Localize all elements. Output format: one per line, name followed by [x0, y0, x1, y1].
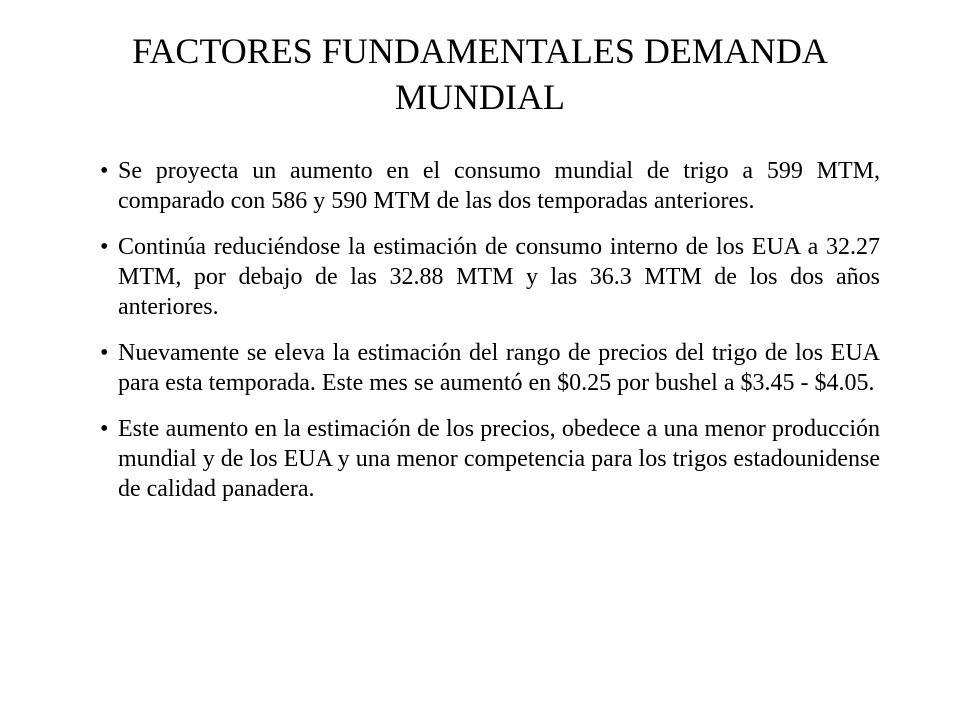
slide-title-line-2: MUNDIAL — [395, 77, 565, 117]
bullet-text-4: Este aumento en la estimación de los precios, obedece a una menor producción mundial y de los EUA y una menor competencia para los trigos estadounidense de calidad panadera. — [118, 416, 880, 502]
bullet-text-1: Se proyecta un aumento en el consumo mundial de trigo a 599 MTM, comparado con 586 y 590 MTM de las dos temporadas anteriores. — [118, 158, 880, 214]
bullet-icon: • — [100, 158, 109, 184]
bullet-icon: • — [100, 234, 109, 260]
bullet-icon: • — [100, 340, 109, 366]
slide-title — [80, 28, 880, 120]
bullet-item-1 — [100, 156, 880, 216]
bullet-item-2 — [100, 232, 880, 322]
bullet-item-3 — [100, 338, 880, 398]
bullet-list — [100, 156, 880, 520]
bullet-text-2: Continúa reduciéndose la estimación de consumo interno de los EUA a 32.27 MTM, por debajo de las 32.88 MTM y las 36.3 MTM de los dos años anteriores. — [118, 234, 880, 320]
slide-title-line-1: FACTORES FUNDAMENTALES DEMANDA — [132, 31, 828, 71]
bullet-icon: • — [100, 416, 109, 442]
bullet-item-4 — [100, 414, 880, 504]
bullet-text-3: Nuevamente se eleva la estimación del rango de precios del trigo de los EUA para esta temporada. Este mes se aumentó en $0.25 por bushel a $3.45 - $4.05. — [118, 340, 880, 396]
